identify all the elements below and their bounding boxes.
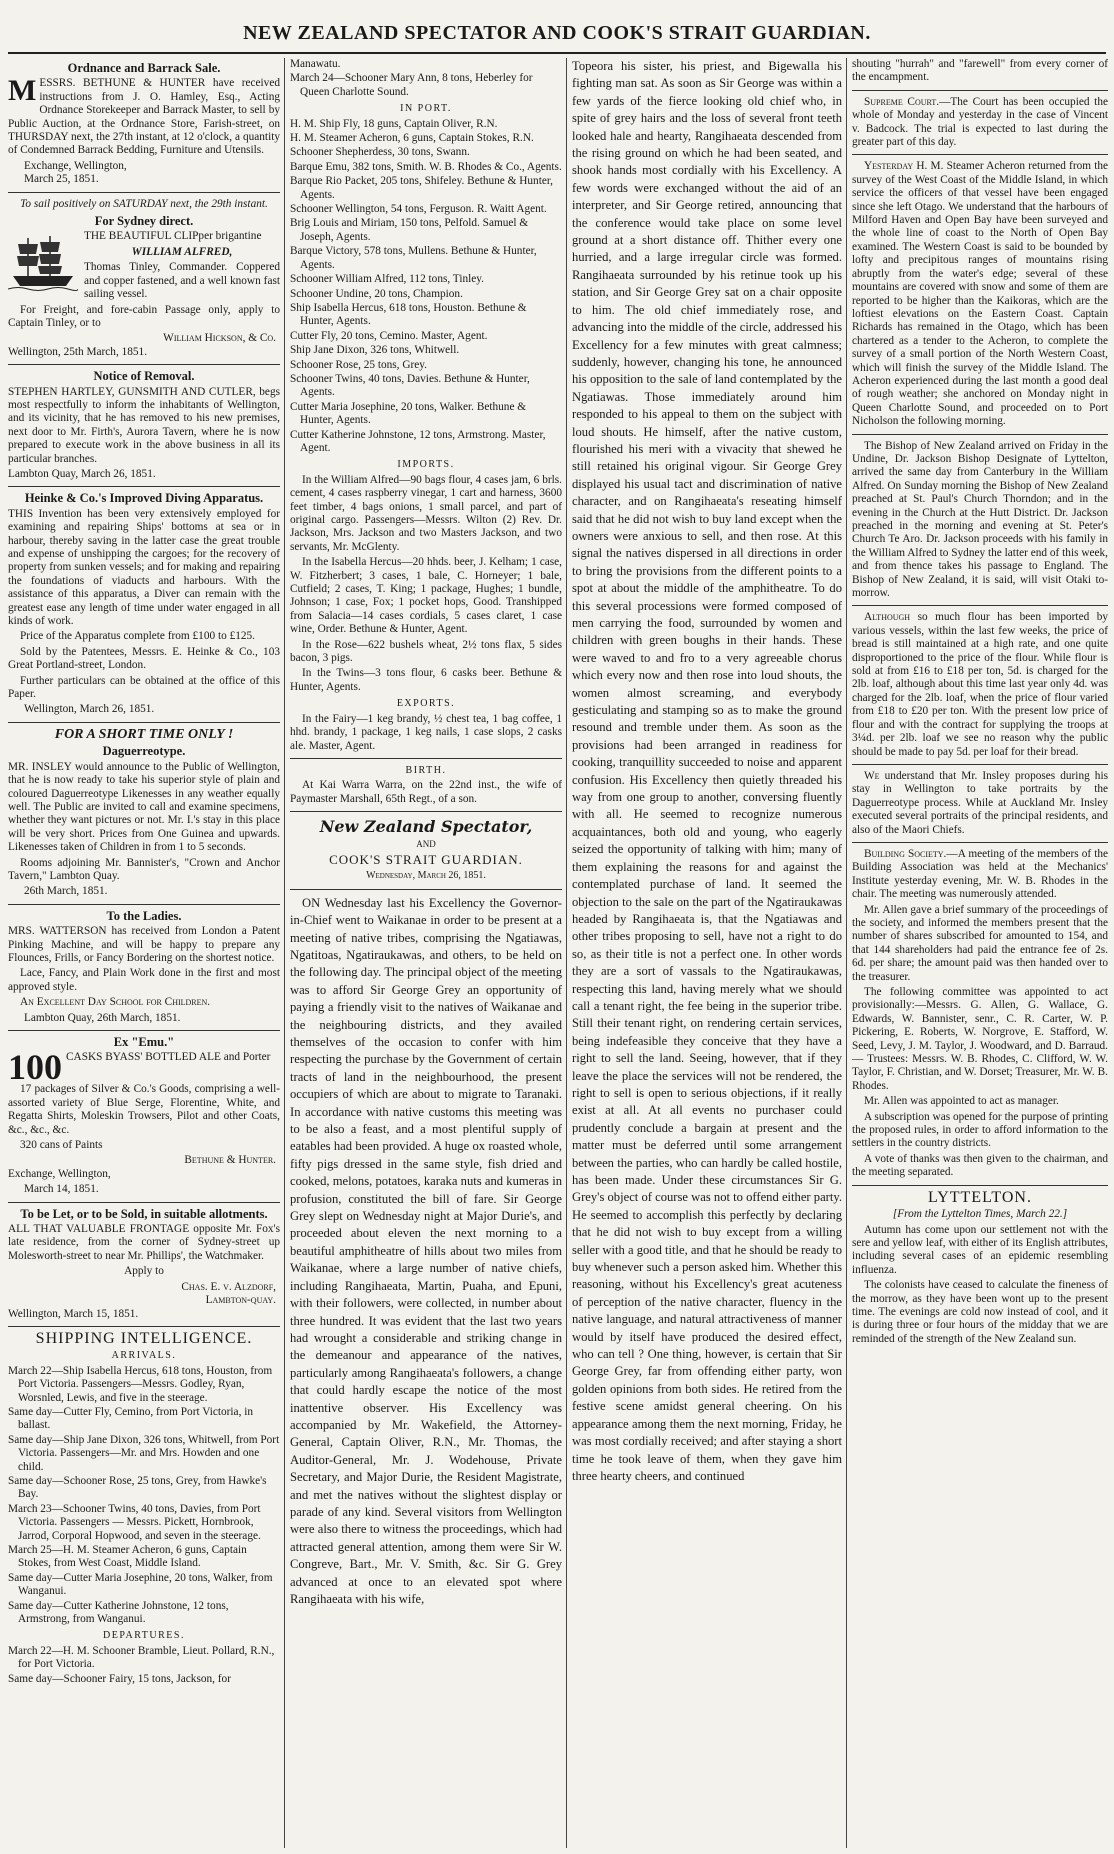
divider [8,1030,280,1031]
advert-place: Exchange, Wellington, [24,159,127,172]
list-entry: Ship Jane Dixon, 326 tons, Whitwell. [290,344,460,357]
list-entry: Barque Rio Packet, 205 tons, Shifeley. Bethune & Hunter, Agents. [290,175,553,201]
advert-body: CASKS BYASS' BOTTLED ALE and Porter [66,1051,271,1064]
list-entry: Manawatu. [290,58,341,70]
section-title: SHIPPING INTELLIGENCE. [35,1329,253,1347]
advert-date: Lambton Quay, 26th March, 1851. [24,1011,181,1024]
divider [8,364,280,365]
subsection-title: DEPARTURES. [103,1630,185,1642]
news-paragraph: Mr. Allen was appointed to act as manager. [864,1095,1059,1108]
ship-name: WILLIAM ALFRED, [131,245,233,258]
news-paragraph: Autumn has come upon our settlement not with the sere and yellow leaf, with either of its English attributes, including several cases of an epidemic resembling influenza. [852,1223,1108,1276]
lead-word: Yesterday [864,160,914,173]
emu-advert [8,1036,280,1197]
masthead [0,10,1114,54]
lead-word: We [864,769,880,782]
sail-notice: To sail positively on SATURDAY next, the 29th instant. [20,197,268,210]
daguerreotype-advert [8,728,280,899]
paragraph-text: understand that Mr. Insley proposes during his stay in Wellington to take portraits by the Daguerreotype process. While at Auckland Mr. Insley executed several portraits of the principal residents, and also of the Maori Chiefs. [852,769,1108,836]
advert-date: Wellington, 25th March, 1851. [8,345,148,358]
advert-body: Thomas Tinley, Commander. Coppered and copper fastened, and a well known fast sailing vessel. [84,261,280,301]
advert-title: Notice of Removal. [93,369,195,384]
advert-title: Heinke & Co.'s Improved Diving Apparatus. [24,491,264,506]
divider [290,811,562,812]
advert-signature: Lambton-quay. [205,1294,276,1307]
advert-signature: Chas. E. v. Alzdorf, [181,1280,276,1293]
news-paragraph: The following committee was appointed to act provisionally:—Messrs. G. Allen, G. Wallace, G. Edwards, W. Bannister, senr., C. R. Carter, W. P. Pickering, E. Roberts, W. Norgrove, E. Stafford, W. Seed, Levy, J. M. Taylor, J. Woodward, and D. Barraud. — Trustees: Messrs. W. B. Rhodes, C. Clifford, W. W. Taylor, F. Christian, and W. Dorset; Treasurer, Mr. W. B. Rhodes. [852,986,1108,1092]
shipping-intelligence [8,1329,280,1686]
list-entry: In the Isabella Hercus—20 hhds. beer, J. Kelham; 1 case, W. Fitzherbert; 3 cases, 1 bale, C. Horneyer; 1 bale, Cutfield; 2 cases, T. King; 1 package, Hughes; 1 bundle, Johnson; 1 case, Fox; 1 pocket hops, Good. Transhipped from Salacia—14 cases cordials, 5 cases claret, 1 case wine, Order. Bethune & Hunter, Agent. [290,556,562,636]
list-entry: March 22—H. M. Schooner Bramble, Lieut. Pollard, R.N., for Port Victoria. [8,1644,275,1671]
news-paragraph: Mr. Allen gave a brief summary of the proceedings of the society, and informed the members present that the number of shares subscribed for amounted to 154, and that 144 shareholders had paid the entrance fee of 2s. 6d. per share; the amount paid was then handed over to the treasurer. [852,903,1108,983]
birth-notice: At Kai Warra Warra, on the 22nd inst., the wife of Paymaster Marshall, 65th Regt., of a son. [290,779,562,805]
advert-title: To the Ladies. [106,908,182,923]
news-paragraph [852,611,1108,758]
advert-body: MR. INSLEY would announce to the Public of Wellington, that he is now ready to take his superior style of plain and coloured Daguerreotype Likenesses in any weather equally well. The Public are invited to call and examine specimens, whether they want pictures or not. Mr. I.'s stay in this place will be very short. Prices from One Guinea and upwards. Likenesses taken of Children in from 1 to 5 seconds. [8,760,280,854]
news-paragraph [852,96,1108,150]
news-paragraph [852,770,1108,837]
list-entry: H. M. Ship Fly, 18 guns, Captain Oliver, R.N. [290,117,498,130]
advert-title: Ordnance and Barrack Sale. [67,61,221,75]
advert-signature: William Hickson, & Co. [163,332,276,345]
list-entry: Same day—Cutter Maria Josephine, 20 tons, Walker, from Wanganui. [8,1571,273,1598]
paper-title: New Zealand Spectator, [319,817,533,837]
section-title: LYTTELTON. [928,1188,1032,1206]
paragraph-text: —The Court has been occupied the whole of Monday and yesterday in the case of Vincent v. Badcock. The trial is expected to last during the greater part of this day. [852,95,1108,149]
column-divider [284,58,285,1848]
source-note: [From the Lyttelton Times, March 22.] [892,1208,1068,1221]
export-entry: In the Fairy—1 keg brandy, ½ chest tea, 1 bag coffee, 1 hhd. brandy, 1 package, 1 keg nails, 1 case slops, 2 casks ale. Master, Agent. [290,712,562,752]
advert-place: Exchange, Wellington, [8,1167,111,1180]
divider [290,889,562,890]
lead-word: Building Society. [864,847,947,860]
news-paragraph: shouting "hurrah" and "farewell" from every corner of the encampment. [852,58,1108,84]
advert-date: Lambton Quay, March 26, 1851. [8,467,156,480]
list-entry: Schooner William Alfred, 112 tons, Tinley. [290,273,484,286]
advert-date: March 14, 1851. [24,1183,99,1196]
list-entry: March 24—Schooner Mary Ann, 8 tons, Heberley for Queen Charlotte Sound. [290,72,533,98]
drop-cap: M [8,74,37,108]
editorial-article: ON Wednesday last his Excellency the Governor-in-Chief went to Waikanae in order to be present at a meeting of native tribes, comprising the Ngatiawas, Ngatitoas, Ngatiraukawas, and others, to be held on the following day. The principal object of the meeting was to afford Sir George Grey an opportunity of paying a friendly visit to the natives of Waikanae and the neighbouring districts, and they availed themselves of the occasion to confer with him respecting the purchase by the Government of certain tracts of land in the neighbourhood, the present occupiers of which are about to migrate to Taranaki. In accordance with native customs this meeting was to be also a feast, and a most plentiful supply of eatables had been provided. A huge ox roasted whole, fifty pigs dressed in the same style, fish dried and cooked, melons, potatoes, karaka nuts and kumeras in profusion, constituted the bill of fare. Sir George Grey slept on Wednesday night at Major Durie's, and proceeded about eleven the next morning to a beautiful amphitheatre of hills about two miles from Waikanae, where a large number of native chiefs, including Rangihaeata, Martin, Puaha, and Epuni, with their followers, were collected, in number about three hundred. It was evident that the last two years had wrought a considerable and striking change in the demeanour and appearance of the natives, particularly among Rangihaeata's followers, a change that could hardly escape the notice of the most inattentive observer. His Excellency was accompanied by Mr. Wakefield, the Attorney-General, Captain Oliver, R.N., Mr. Thomas, the Auditor-General, Mr. J. Wodehouse, Private Secretary, and Major Durie, the Resident Magistrate, and met the natives without the slightest display or parade of any kind. Several visitors from Wellington were also there to witness the proceedings, which had attracted general attention, among them were Sir W. Congreve, Bart., Mr. V. Smith, &c. Sir G. Grey advanced at once to an elevated spot where Rangihaeata with his wife, [290,895,562,1606]
column-divider [566,58,567,1848]
advert-subtitle: Daguerreotype. [102,744,186,759]
news-paragraph: The colonists have ceased to calculate the fineness of the morrow, as they have been wont up to the present time. The evenings are cold now instead of cool, and it is during three or four hours of the midday that we are reminded of the strength of the New Zealand sun. [852,1279,1108,1345]
advert-body: Apply to [124,1265,164,1278]
column-divider [846,58,847,1848]
in-port-list [290,118,562,456]
divider [8,722,280,723]
let-advert [8,1208,280,1321]
list-entry: Same day—Cutter Katherine Johnstone, 12 tons, Armstrong, from Wanganui. [8,1599,229,1626]
divider [852,842,1108,843]
list-entry: Cutter Maria Josephine, 20 tons, Walker. Bethune & Hunter, Agents. [290,400,527,427]
diving-advert [8,492,280,717]
editorial-article-continued: Topeora his sister, his priest, and Bigewalla his fighting man sat. As soon as Sir George was within a few yards of the fierce looking old chief who, in spite of grey hairs and the loss of several front teeth looked hale and hearty, Rangihaeata descended from the rising ground on which he had been seated, and shook hands most cordially with his Excellency. A few words were exchanged without the aid of an interpreter, and Sir George retired, announcing that the conference would take place on some level ground at a short distance off. Thither every one hurried, and a large irregular circle was formed. Rangihaeata surrounded by his retinue took up his station, and Sir George Grey sat on a chair opposite to him. The old chief immediately rose, and advancing into the middle of the circle, addressed his Excellency for a few minutes with great calmness; suddenly, however, changing his tone, he announced his opposition to the sale of land contemplated by the Ngatiawas. Those immediately around him responded to his appeal to them on the subject with loud shouts. He himself, after the native custom, flourished his meri with a vivacity that shewed he still retained his original vigour. Sir George Grey displayed his usual tact and discrimination of native character, and on Rangihaeata's reseating himself said that he did not wish to buy land except when the owners were anxious to sell, and then rose. At this signal the natives dispersed in all directions in order to bring the provisions from the different points to a spot at about the middle of the amphitheatre. To do this several processions were formed composed of men carrying the food, surrounded by women and children with green boughs in their hands. These were waved to and fro to a very agreeable chorus which every now and then rose into loud shouts, the women almost screaming, and everybody gesticulating and stamping so as to make the ground resound and tremble under them. As soon as the provisions had been arranged in readiness for cooking, tranquillity succeeded to noise and apparent confusion. His Excellency then quietly threaded his way from one group to another, conversing fluently with all. He seemed to recognize numerous acquaintances, both old and young, who eagerly seized the opportunity of talking with him; many of them explaining the reasons for and against the contemplated purchase of land. It seemed the objection to the sale on the part of the Ngatiraukawas headed by Rangihaeata is, that the Ngatiawas and other tribes proposing to sell, have not a right to do so, as their title is not a perfect one. In other words they are a sort of vassals to the Ngatiraukawas, respecting this land, having merely what we should call a tenant right, the fee being in the superior tribe. Still their tenant right, on rendering certain services, being indefeasible they conceive that they have a right to sell the land. Seeing, however, that if they leave the place the services will not be rendered, the right to sell is open to serious objections, if it really exist at all. At all events no purchaser could prudently conclude a bargain at present and the matter must be deferred until some arrangement between the parties, who can hardly be called hostile, has been made. Under these circumstances Sir G. Grey's object of course was not to offend either party. He seemed to accomplish this perfectly by declaring that he did not wish to buy except from a willing seller with a good title, and that he should be ready to buy whenever such a person asked him. Whether this reasoning, without his Excellency's great acuteness of perception of the native character, fluency in the native language, and natural attractiveness of manner would by itself have produced the desired effect, who can tell ? One thing, however, is certain that Sir George Grey, far from offending either party, won golden opinions from both sides. He retired from the festive scene amidst general cheering. On his appearance among them the next morning, Friday, he was most cordially received; and after staying a short time he took leave of them, when they gave him three hearty cheers, and continued [572,59,842,1483]
list-entry: Same day—Cutter Fly, Cemino, from Port Victoria, in ballast. [8,1405,254,1432]
ship-icon [8,232,78,292]
newspaper-title: NEW ZEALAND SPECTATOR AND COOK'S STRAIT GUARDIAN. [243,22,871,44]
list-entry: Cutter Fly, 20 tons, Cemino. Master, Agent. [290,329,488,342]
list-entry: Barque Emu, 382 tons, Smith. W. B. Rhodes & Co., Agents. [290,160,562,173]
divider [8,1202,280,1203]
ladies-advert [8,910,280,1025]
column-3 [572,58,842,1848]
departures-list [8,1645,280,1686]
divider [852,605,1108,606]
news-paragraph [852,160,1108,428]
paragraph-text: —A meeting of the members of the Building Association was held at the Mechanics' Institute yesterday evening, Mr. W. B. Rhodes in the chair. The meeting was numerously attended. [852,847,1108,901]
ordnance-advert [8,62,280,187]
advert-signature: Bethune & Hunter. [184,1154,276,1167]
list-entry: Cutter Katherine Johnstone, 12 tons, Armstrong. Master, Agent. [290,428,546,454]
list-entry: Barque Victory, 578 tons, Mullens. Bethune & Hunter, Agents. [290,245,537,271]
subsection-title: EXPORTS. [396,698,456,710]
advert-body: Lace, Fancy, and Plain Work done in the first and most approved style. [8,967,280,993]
advert-body: MRS. WATTERSON has received from London a Patent Pinking Machine, and will be happy to prepare any Flounces, Frills, or Fancy Bordering on the shortest notice. [8,925,280,964]
list-entry: Schooner Shepherdess, 30 tons, Swann. [290,146,470,159]
list-entry: March 22—Ship Isabella Hercus, 618 tons, Houston, from Port Victoria. Passengers—Messrs. Godley, Ryan, Worsnled, Lewis, and five in the steerage. [8,1364,273,1404]
list-entry: Ship Isabella Hercus, 618 tons, Houston. Bethune & Hunter, Agents. [290,301,527,328]
advert-body: ESSRS. BETHUNE & HUNTER have received instructions from J. O. Hamley, Esq., Acting Ordnance Storekeeper and Barrack Master, to sell by Public Auction, at the Ordnance Store, Farish-street, on THURSDAY next, the 27th instant, at 12 o'clock, a quantity of Condemned Barrack Bedding, Furniture and Utensils. [8,77,280,157]
list-entry: Schooner Wellington, 54 tons, Ferguson. R. Waitt Agent. [290,203,547,216]
news-paragraph: The Bishop of New Zealand arrived on Friday in the Undine, Dr. Jackson Bishop Designate of Lyttelton, arrived the same day from Canterbury in the William Alfred. On Sunday morning the Bishop of New Zealand preached at St. Paul's Church Thorndon; and in the evening in the Church at the Hutt District. Dr. Jackson preached in the morning and evening at St. Peter's Church Te Aro. Dr. Jackson proceeds with his family in the William Alfred to Sydney the latter end of this week, and from thence takes his passage to England. The Bishop of New Zealand, it is said, will visit Otaki to-morrow. [852,439,1108,600]
advert-title: Ex "Emu." [113,1035,175,1049]
advert-body: Rooms adjoining Mr. Bannister's, "Crown and Anchor Tavern," Lambton Quay. [8,856,280,882]
paper-subtitle: COOK'S STRAIT GUARDIAN. [329,851,523,867]
advert-date: Wellington, March 26, 1851. [24,703,155,716]
divider [8,1326,280,1327]
advert-body: 17 packages of Silver & Co.'s Goods, comprising a well-assorted variety of Blue Serge, Florentine, White, and Regatta Shirts, Moleskin Trowsers, Pilot and other Coats, &c., &c., &c. [8,1083,280,1136]
advert-title: FOR A SHORT TIME ONLY ! [54,726,234,742]
advert-body: STEPHEN HARTLEY, GUNSMITH AND CUTLER, begs most respectfully to inform the inhabitants of Wellington, and its vicinity, that he has removed to his new premises, next door to Mr. Firth's, Aurora Tavern, where he is now prepared to execute work in the above business in all its particular branches. [8,385,280,465]
paper-and: AND [416,838,436,849]
divider [852,434,1108,435]
paper-date: Wednesday, March 26, 1851. [366,870,486,882]
list-entry: Same day—Schooner Fairy, 15 tons, Jackson, for [8,1672,231,1685]
advert-body: THE BEAUTIFUL CLIPper brigantine [84,230,262,243]
advert-title: For Sydney direct. [94,214,194,229]
list-entry: Schooner Undine, 20 tons, Champion. [290,287,463,300]
lead-word: Supreme Court. [864,95,940,108]
arrivals-list [8,1365,280,1627]
subsection-title: BIRTH. [405,764,447,776]
shipping-continued [290,58,562,99]
advert-body: Further particulars can be obtained at the office of this Paper. [8,674,280,701]
paragraph-text: H. M. Steamer Acheron returned from the survey of the West Coast of the Middle Island, in which service the officers of that vessel have been engaged since she left Otago. We understand that the harbours of Milford Haven and Open Bay have been surveyed and the whole line of coast to the North of Open Bay examined. The Western Coast is said to be bounded by lofty and precipitous ranges of mountains rising abruptly from the water's edge; several of these mountains are covered with snow and some of them are reported to be higher than the Kaikoras, which are the loftiest elevations on the Eastern Coast. Captain Richards has remained in the Otago, which has been chartered as a tender to the Acheron, to complete the survey of a small portion of the North Western Coast, which will finish the survey of the Middle Island. The Acheron experienced during the last month a good deal of rough weather; she anchored on Monday night in Queen Charlotte Sound, and proceeded on to Port Nicholson the following morning. [852,160,1108,428]
big-number: 100 [8,1047,62,1088]
list-entry: Schooner Rose, 25 tons, Grey. [290,358,428,371]
list-entry: Same day—Schooner Rose, 25 tons, Grey, from Hawke's Bay. [8,1474,267,1501]
removal-advert [8,370,280,481]
list-entry: March 23—Schooner Twins, 40 tons, Davies, from Port Victoria. Passengers — Messrs. Pickett, Hornbrook, Jarrod, Corporal Hopwood, and seven in the steerage. [8,1502,261,1542]
column-1 [8,58,280,1848]
list-entry: In the William Alfred—90 bags flour, 4 cases jam, 6 brls. cement, 4 cases raspberry vinegar, 1 cart and harness, 3600 feet timber, 4 bags onions, 1 small parcel, and part of original cargo. Passengers—Messrs. Wilton (2) Rev. Dr. Jackson, Mrs. Jackson and two Masters Jackson, and two servants, Mr. McGlenty. [290,473,562,553]
top-rule [8,52,1106,54]
advert-body: Sold by the Patentees, Messrs. E. Heinke & Co., 103 Great Portland-street, London. [8,645,280,672]
list-entry: H. M. Steamer Acheron, 6 guns, Captain Stokes, R.N. [290,132,534,145]
list-entry: In the Twins—3 tons flour, 6 casks beer. Bethune & Hunter, Agents. [290,667,562,693]
divider [290,758,562,759]
subsection-title: ARRIVALS. [111,1350,177,1362]
list-entry: March 25—H. M. Steamer Acheron, 6 guns, Captain Stokes, from West Coast, Middle Island. [8,1544,247,1570]
paragraph-text: so much flour has been imported by various vessels, within the last few weeks, the price of bread is still maintained at a high rate, and one quite disproportioned to the price of the flour. While flour is sold at from £16 to £18 per ton, 5d. is charged for the 2lb. loaf, although about this time last year only 4d. was charged for the 2lb. loaf, when the price of flour varied from £18 to £20 per ton. With the present low price of flour and with the contract for supplying the troops at 3¼d. per 2lb. loaf we see no reason why the public should be made to pay 5d. per loaf for their bread. [852,611,1108,758]
advert-body: 320 cans of Paints [20,1139,103,1152]
subsection-title: IMPORTS. [397,459,455,471]
lead-word: Although [864,611,911,624]
divider [852,154,1108,155]
advert-body: Price of the Apparatus complete from £100 to £125. [20,630,255,643]
subsection-title: IN PORT. [400,103,452,115]
list-entry: In the Rose—622 bushels wheat, 2½ tons flax, 5 sides bacon, 3 pigs. [290,638,562,665]
column-2 [290,58,562,1848]
advert-body: ALL THAT VALUABLE FRONTAGE opposite Mr. Fox's late residence, from the corner of Sydney-street up Molesworth-street to near Mr. Phillips', the Watchmaker. [8,1223,280,1262]
column-4 [852,58,1108,1848]
imports-list [290,474,562,695]
advert-date: Wellington, March 15, 1851. [8,1307,139,1320]
advert-title: To be Let, or to be Sold, in suitable allotments. [20,1206,268,1221]
advert-body: For Freight, and fore-cabin Passage only, apply to Captain Tinley, or to [8,303,280,329]
advert-date: 26th March, 1851. [24,885,108,898]
advert-body: An Excellent Day School for Children. [20,996,211,1009]
advert-date: March 25, 1851. [24,173,99,186]
news-paragraph: A subscription was opened for the purpose of printing the proposed rules, in order to afford information to the settlers in the country districts. [852,1110,1108,1150]
advert-body: THIS Invention has been very extensively employed for examining and repairing Ships' bottoms at sea or in harbour, thereby saving in the latter case the great trouble and expense of unshipping the cargoes; for the recovery of property from sunken vessels; and for making and repairing the foundations of viaducts and harbours. With the assistance of this apparatus, a Diver can remain with the greatest ease any length of time under water engaged in all kinds of work. [8,507,280,628]
divider [852,1185,1108,1186]
list-entry: Schooner Twins, 40 tons, Davies. Bethune & Hunter, Agents. [290,372,530,399]
list-entry: Brig Louis and Miriam, 150 tons, Pelfold. Samuel & Joseph, Agents. [290,217,529,243]
divider [852,90,1108,91]
divider [8,486,280,487]
divider [852,764,1108,765]
news-paragraph: A vote of thanks was then given to the chairman, and the meeting separated. [852,1152,1108,1179]
divider [8,192,280,193]
news-paragraph [852,848,1108,902]
divider [8,904,280,905]
sail-advert [8,198,280,359]
list-entry: Same day—Ship Jane Dixon, 326 tons, Whitwell, from Port Victoria. Passengers—Mr. and Mrs. Howden and one child. [8,1433,280,1473]
